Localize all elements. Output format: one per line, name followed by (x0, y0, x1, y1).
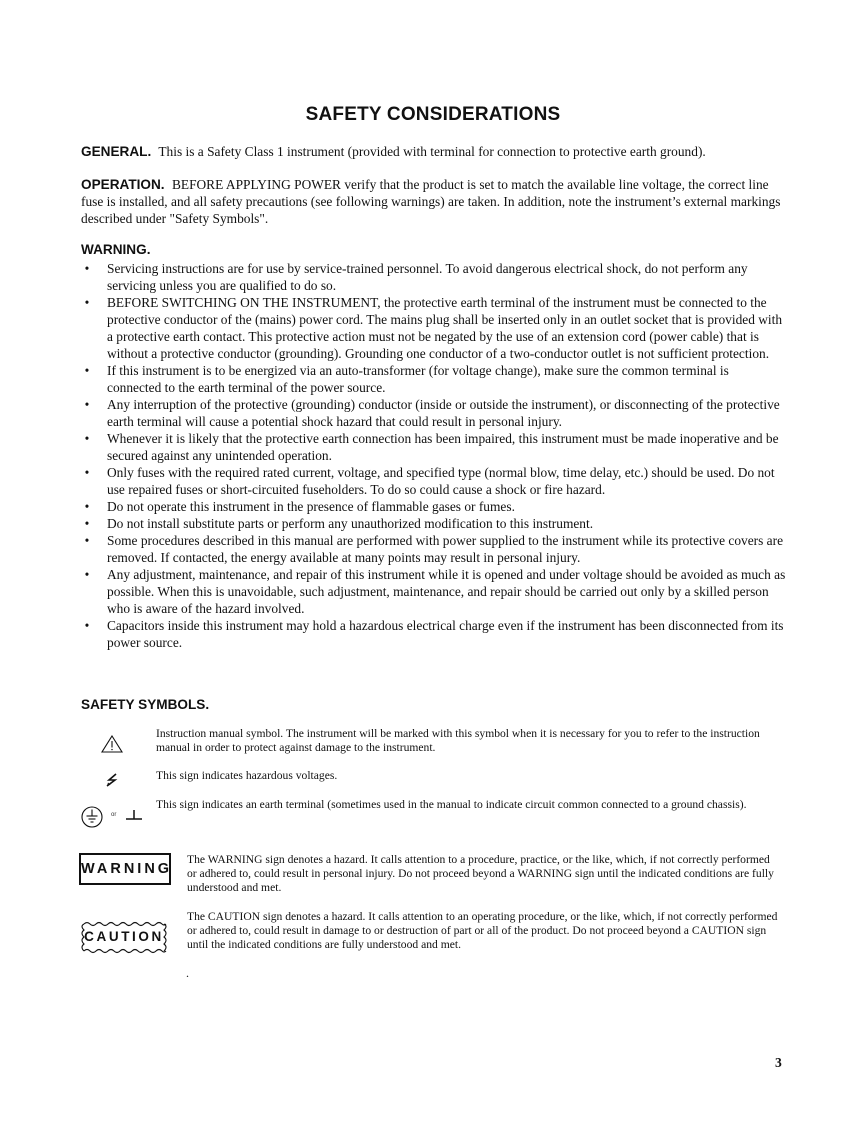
bullet-icon: • (84, 363, 90, 378)
warning-item-text: Do not install substitute parts or perform any unauthorized modification to this instrument. (107, 516, 594, 531)
bullet-icon: • (84, 533, 90, 548)
instruction-manual-warning-icon (101, 735, 123, 753)
warning-sign-description: The WARNING sign denotes a hazard. It calls attention to a procedure, practice, or the like, which, if not correctly performed or adhered to, could result in personal injury. Do not proceed beyond a WARNING sign until the indicated conditions are fully understood and met. (187, 853, 774, 894)
warning-item-text: Servicing instructions are for use by service-trained personnel. To avoid dangerous electrical shock, do not perform any servicing unless you are qualified to do so. (107, 261, 748, 293)
manual-symbol-description: Instruction manual symbol. The instrument will be marked with this symbol when it is necessary for you to refer to the instruction manual in order to protect against damage to the instrument. (156, 727, 760, 754)
warning-list-item (81, 532, 786, 566)
chassis-ground-icon (125, 808, 143, 824)
general-text: This is a Safety Class 1 instrument (provided with terminal for connection to protective earth ground). (158, 144, 706, 159)
earth-or-label: or (111, 812, 117, 818)
warning-item-text: Some procedures described in this manual are performed with power supplied to the instrument while its protective covers are removed. If contacted, the energy available at many points may result in personal injury. (107, 533, 784, 565)
safety-symbols-heading: SAFETY SYMBOLS. (81, 697, 210, 712)
page-number: 3 (775, 1055, 782, 1070)
operation-heading: OPERATION. (81, 177, 165, 192)
warning-list-item (81, 566, 786, 617)
bullet-icon: • (84, 516, 90, 531)
general-paragraph (81, 143, 786, 160)
warning-item-text: If this instrument is to be energized via an auto-transformer (for voltage change), make sure the common terminal is connected to the earth terminal of the power source. (107, 363, 729, 395)
bullet-icon: • (84, 567, 90, 582)
warning-list-item (81, 617, 786, 651)
warning-list-item (81, 260, 786, 294)
bullet-icon: • (84, 397, 90, 412)
page-title: SAFETY CONSIDERATIONS (305, 104, 561, 125)
warning-item-text: Capacitors inside this instrument may hold a hazardous electrical charge even if the instrument has been disconnected from its power source. (107, 618, 784, 650)
bullet-icon: • (84, 295, 90, 310)
warning-item-text: Do not operate this instrument in the presence of flammable gases or fumes. (107, 499, 515, 514)
voltage-symbol-description: This sign indicates hazardous voltages. (156, 769, 338, 782)
warning-item-text: Only fuses with the required rated current, voltage, and specified type (normal blow, time delay, etc.) should be used. Do not use repaired fuses or short-circuited fuseholders. To do so could cause a shock or fire hazard. (107, 465, 775, 497)
operation-paragraph (81, 176, 786, 227)
warning-list-item (81, 396, 786, 430)
bullet-icon: • (84, 499, 90, 514)
warning-list-item (81, 498, 786, 515)
warning-item-text: Any interruption of the protective (grounding) conductor (inside or outside the instrument), or disconnecting of the protective earth terminal will cause a potential shock hazard that could result in personal injury. (107, 397, 780, 429)
warning-list-item (81, 430, 786, 464)
earth-symbol-description: This sign indicates an earth terminal (sometimes used in the manual to indicate circuit common connected to a ground chassis). (156, 798, 747, 811)
general-heading: GENERAL. (81, 144, 152, 159)
protective-earth-icon (80, 805, 104, 829)
bullet-icon: • (84, 261, 90, 276)
warning-list-item (81, 294, 786, 362)
caution-sign-description: The CAUTION sign denotes a hazard. It calls attention to an operating procedure, or the like, which, if not correctly performed or adhered to, could result in damage to or destruction of part or all of the product. Do not proceed beyond a CAUTION sign until the indicated conditions are fully understood and met. (187, 910, 778, 951)
hazardous-voltage-icon (103, 772, 121, 788)
warning-heading: WARNING. (81, 242, 151, 257)
warning-list-item (81, 464, 786, 498)
bullet-icon: • (84, 431, 90, 446)
caution-sign-box: CAUTION (84, 929, 164, 944)
warning-list (81, 260, 786, 651)
bullet-icon: • (84, 618, 90, 633)
warning-list-item (81, 362, 786, 396)
warning-item-text: Whenever it is likely that the protective earth connection has been impaired, this instrument must be made inoperative and be secured against any unintended operation. (107, 431, 779, 463)
warning-list-item (81, 515, 786, 532)
operation-text: BEFORE APPLYING POWER verify that the product is set to match the available line voltage, the correct line fuse is installed, and all safety precautions (see following warnings) are taken. In addition, note the instrument’s external markings described under "Safety Symbols". (81, 177, 781, 226)
warning-sign-box: WARNING (79, 853, 171, 885)
bullet-icon: • (84, 465, 90, 480)
trailing-dot: . (186, 966, 189, 980)
warning-item-text: Any adjustment, maintenance, and repair of this instrument while it is opened and under voltage should be avoided as much as possible. When this is unavoidable, such adjustment, maintenance, and repair should be carried out only by a skilled person who is aware of the hazard involved. (107, 567, 786, 616)
warning-item-text: BEFORE SWITCHING ON THE INSTRUMENT, the protective earth terminal of the instrument must be connected to the protective conductor of the (mains) power cord. The mains plug shall be inserted only in an outlet socket that is provided with a protective earth contact. This protective action must not be negated by the use of an extension cord (power cable) that is without a protective conductor (grounding). Grounding one conductor of a two-conductor outlet is not sufficient protection. (107, 295, 783, 361)
